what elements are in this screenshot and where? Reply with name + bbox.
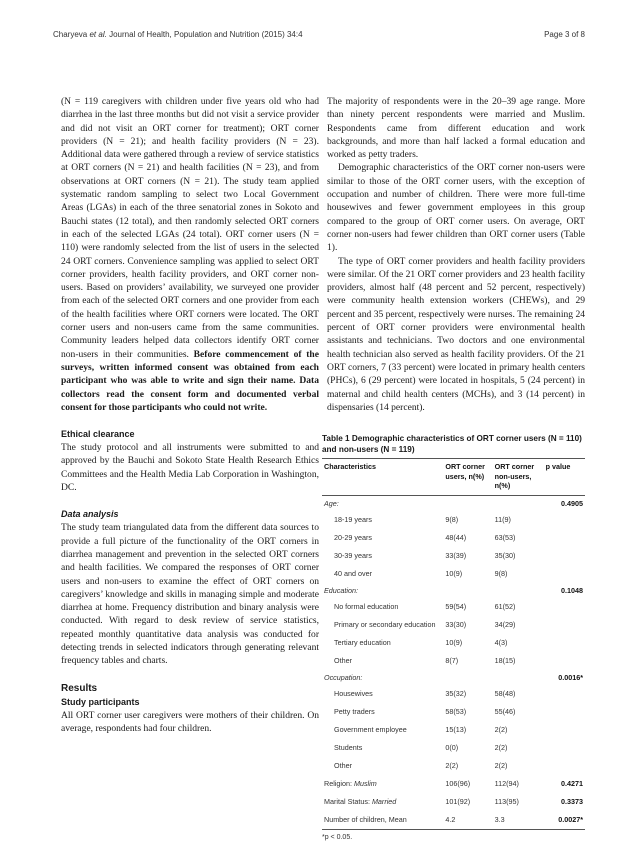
right-column bbox=[327, 95, 585, 414]
data-analysis-text: The study team triangulated data from the different data sources to provide a full picture of the functionality of the ORT corners in diarrhea management and prevention in the selected ORT corners and health facilities. We compared the responses of ORT corner users and non-users to examine the effect of ORT corners on caregivers’ knowledge and skills in managing simple and moderate diarrhea at home. Frequency distribution and binary analysis were conducted. With regard to desk review of service statistics, repeated monthly quantitative data analysis was conducted for detecting trends in selected indicators through generating relevant frequency tables and charts. bbox=[61, 522, 319, 667]
data-analysis-heading: Data analysis bbox=[61, 509, 119, 520]
table-row: 30-39 years 33(39) 35(30) bbox=[334, 551, 516, 560]
study-participants-text: All ORT corner user caregivers were mothers of their children. On average, respondents had four children. bbox=[61, 709, 319, 734]
col-header-nonusers: ORT corner non-users, n(%) bbox=[494, 462, 535, 490]
table-row: Other 8(7) 18(15) bbox=[334, 656, 516, 665]
page-number: Page 3 of 8 bbox=[544, 30, 585, 39]
table-row: No formal education 59(54) 61(52) bbox=[334, 602, 516, 611]
table-row: Age: 0.4905 bbox=[324, 498, 583, 508]
demographics-table bbox=[322, 458, 585, 830]
table-footnote: *p < 0.05. bbox=[322, 833, 353, 841]
table-header-row bbox=[322, 459, 585, 496]
table-row: Other 2(2) 2(2) bbox=[334, 761, 508, 770]
paragraph-nonusers: Demographic characteristics of the ORT corner non-users were similar to those of the ORT corner users, with the exception of occupation and number of children. There were more full-time housewives and fewer government employees in this group compared to the group of ORT corner users. On average, ORT corner non-users had fewer children than ORT corner users (Table 1). bbox=[327, 162, 585, 254]
col-header-users: ORT corner users, n(%) bbox=[445, 462, 485, 481]
table-row: Education: 0.1048 bbox=[324, 585, 583, 595]
paragraph-providers: The type of ORT corner providers and health facility providers were similar. Of the 21 ORT corner providers and 23 health facility providers, almost half (48 percent and 52 percent, respectively) were community health extension workers (CHEWs), and 29 percent and 35 percent, respectively were nurses. The remaining 24 percent of ORT corner providers were environmental health assistants and technicians. Two doctors and one environmental health technician also served as health facility providers. Of the 21 ORT corners, 7 (33 percent) were located in primary health centers (PHCs), 6 (29 percent) were located in hospitals, 5 (24 percent) in maternal and child health centers (MCHs), and 3 (14 percent) in dispensaries (14 percent). bbox=[327, 255, 585, 413]
table-row: 18-19 years 9(8) 11(9) bbox=[334, 515, 511, 524]
table-row: Tertiary education 10(9) 4(3) bbox=[334, 638, 508, 647]
table-row: Marital Status: Married 101(92) 113(95) 0.3373 bbox=[324, 797, 583, 806]
paragraph-respondents: The majority of respondents were in the 20–39 age range. More than ninety percent respondents were married and Muslim. Respondents came from different education and work backgrounds, and more than half lacked a formal education and worked as petty traders. bbox=[327, 96, 585, 161]
col-header-characteristics: Characteristics bbox=[324, 462, 376, 471]
table-row: Petty traders 58(53) 55(46) bbox=[334, 707, 516, 716]
table-row: Government employee 15(13) 2(2) bbox=[334, 725, 508, 734]
table-row: 40 and over 10(9) 9(8) bbox=[334, 569, 508, 578]
paragraph-methods: (N = 119 caregivers with children under five years old who had diarrhea in the last three months but did not visit a service provider and did not visit an ORT corner for treatment); ORT corner providers (N = 21); and health facility providers (N = 23). Additional data were gathered through a review of service statistics at ORT corners (N = 21) and health facilities (N = 23), and from observations at ORT corners (N = 21). The study team applied systematic random sampling to select two Local Government Areas (LGAs) in each of the three senatorial zones in Sokoto and Bauchi states (12 total), and then randomly selected ORT corners in each of the selected LGAs (24 total). ORT corner users (N = 110) were randomly selected from the list of users in the selected 24 ORT corners. Convenience sampling was applied to select ORT corner providers, health facility providers, and ORT corner non-users. Based on providers’ availability, we surveyed one provider from each of the selected ORT corners and one provider from each of the health facilities where ORT corners were located. The ORT corner users and non-users came from the same communities. Community leaders helped data collectors identify ORT corner non-users in their communities. Before commencement of the surveys, written informed consent was obtained from each participant who was able to write and sign their name. Data collectors read the consent form and documented verbal consent for those participants who could not write. bbox=[61, 96, 319, 413]
study-participants-heading: Study participants bbox=[61, 696, 140, 707]
table-row: Religion: Muslim 106(96) 112(94) 0.4271 bbox=[324, 779, 583, 788]
table-row: Housewives 35(32) 58(48) bbox=[334, 689, 516, 698]
ethical-clearance-text: The study protocol and all instruments were submitted to and approved by the Bauchi and Sokoto State Health Research Ethics Committees and the Health Media Lab Corporation in Washington, DC. bbox=[61, 442, 319, 494]
consent-statement: Before commencement of the surveys, written informed consent was obtained from each participant who was able to write and sign their name. Data collectors read the consent form and documented verbal consent for those participants who could not write. bbox=[61, 348, 319, 413]
table-row: Primary or secondary education 33(30) 34(29) bbox=[334, 620, 516, 629]
col-header-pvalue: p value bbox=[545, 462, 571, 471]
left-column bbox=[61, 95, 319, 735]
ethical-clearance-heading: Ethical clearance bbox=[61, 429, 135, 440]
table-caption: Table 1 Demographic characteristics of ORT corner users (N = 110) and non-users (N = 119) bbox=[322, 434, 582, 454]
table-row: Number of children, Mean 4.2 3.3 0.0027* bbox=[322, 811, 585, 830]
table-row: 20-29 years 48(44) 63(53) bbox=[334, 533, 516, 542]
citation: Charyeva et al. Journal of Health, Population and Nutrition (2015) 34:4 bbox=[53, 30, 303, 39]
table-1 bbox=[322, 433, 585, 841]
page-header bbox=[53, 30, 585, 44]
table-row: Students 0(0) 2(2) bbox=[334, 743, 508, 752]
table-row: Occupation: 0.0016* bbox=[324, 672, 583, 682]
results-heading: Results bbox=[61, 682, 98, 694]
